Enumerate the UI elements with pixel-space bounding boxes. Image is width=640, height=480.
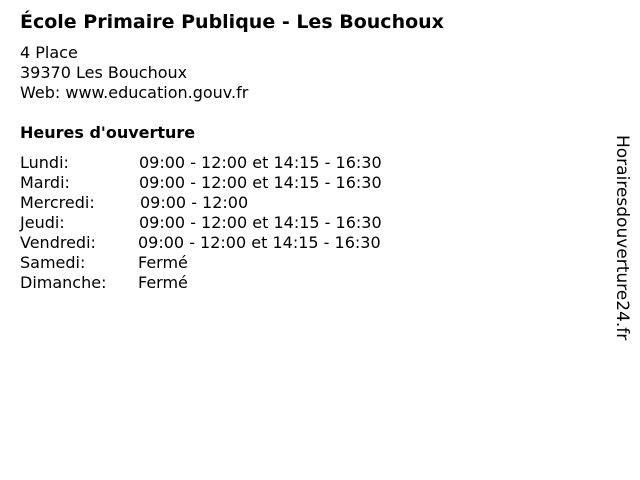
- place-title: École Primaire Publique - Les Bouchoux: [20, 11, 444, 33]
- address-line-city: 39370 Les Bouchoux: [20, 63, 188, 82]
- day-label: Dimanche:: [20, 273, 107, 292]
- day-label: Mercredi:: [20, 193, 95, 212]
- time-value: Fermé: [138, 273, 188, 292]
- day-label: Mardi:: [20, 173, 70, 192]
- time-value: 09:00 - 12:00 et 14:15 - 16:30: [139, 173, 382, 192]
- day-label: Lundi:: [20, 153, 69, 172]
- time-value: Fermé: [138, 253, 188, 272]
- day-label: Vendredi:: [20, 233, 96, 252]
- hours-heading: Heures d'ouverture: [20, 123, 196, 142]
- address-line-street: 4 Place: [20, 43, 78, 62]
- place-address: [20, 43, 248, 103]
- time-value: 09:00 - 12:00: [140, 193, 249, 212]
- address-web: Web: www.education.gouv.fr: [20, 83, 249, 102]
- time-value: 09:00 - 12:00 et 14:15 - 16:30: [139, 213, 382, 232]
- day-label: Samedi:: [20, 253, 86, 272]
- day-label: Jeudi:: [20, 213, 65, 232]
- site-watermark: Horairesdouverture24.fr: [612, 135, 632, 341]
- time-value: 09:00 - 12:00 et 14:15 - 16:30: [138, 233, 381, 252]
- time-value: 09:00 - 12:00 et 14:15 - 16:30: [139, 153, 382, 172]
